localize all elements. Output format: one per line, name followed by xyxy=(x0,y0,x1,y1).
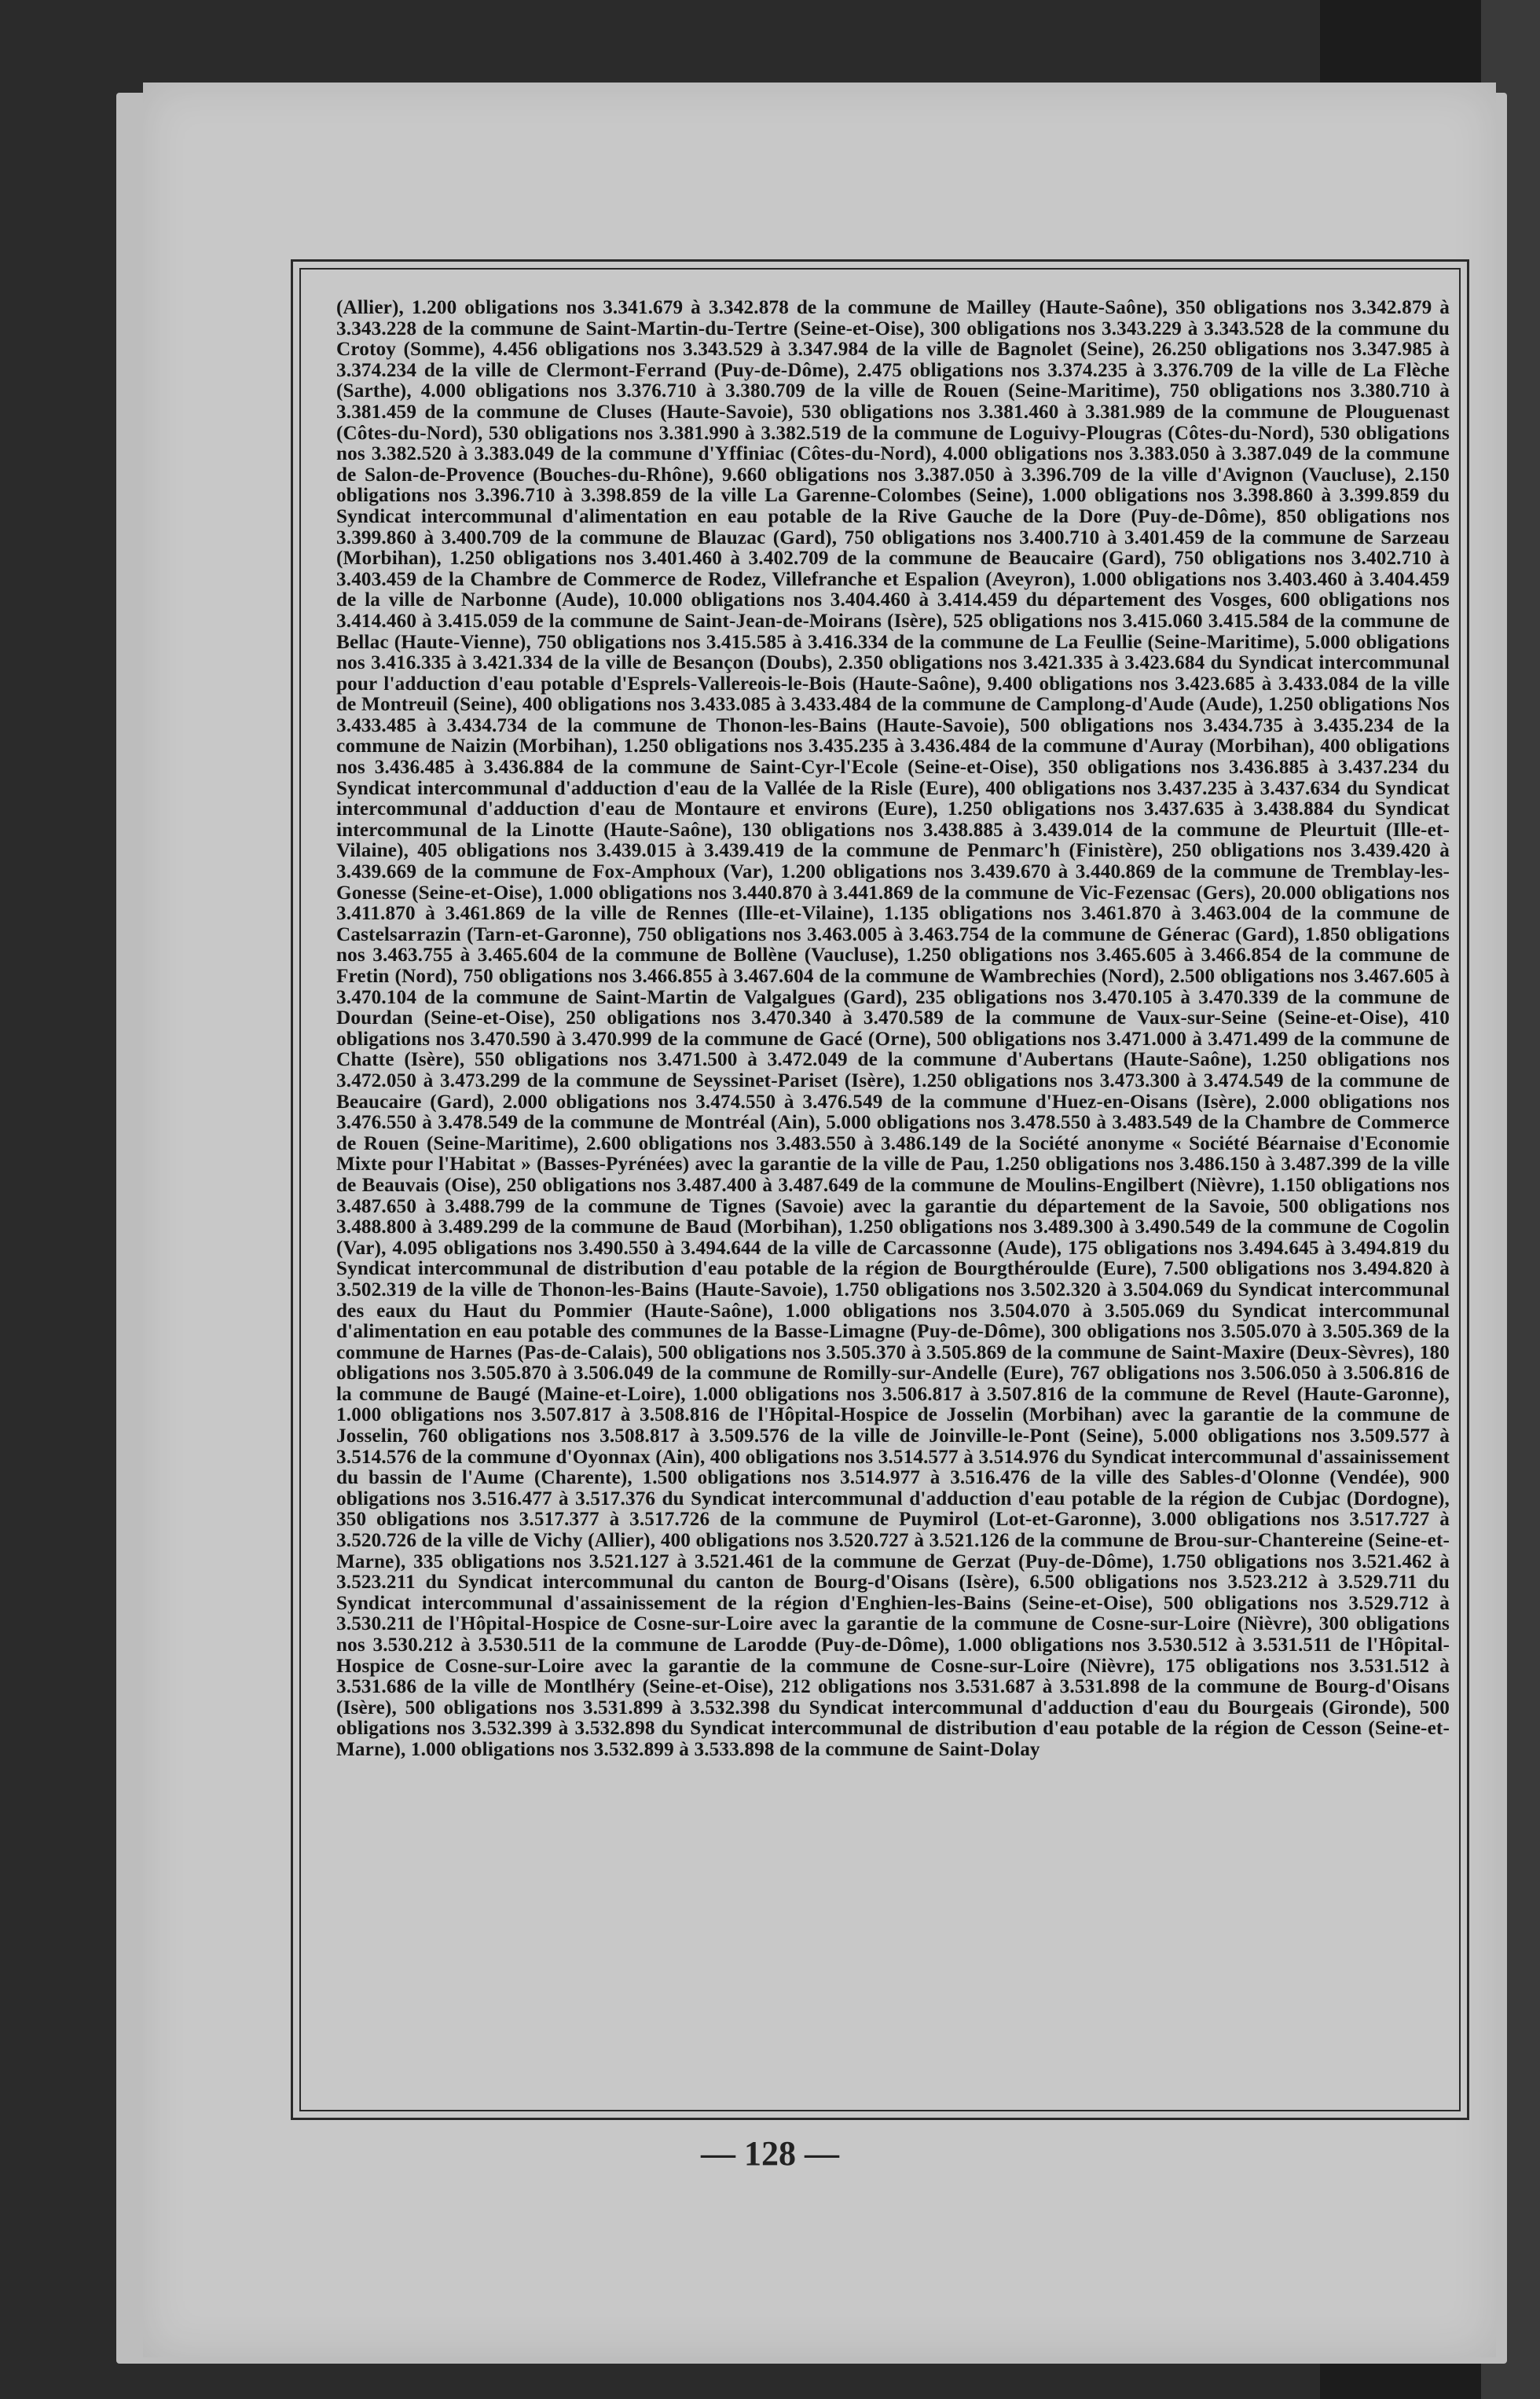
body-text: (Allier), 1.200 obligations nos 3.341.679 à 3.342.878 de la commune de Mailley (Haute-Saône), 350 obligations nos 3.342.879 à 3.343.228 de la commune de Saint-Martin-du-Tertre (Seine-et-Oise), 300 obligations nos 3.343.229 à 3.343.528 de la commune du Crotoy (Somme), 4.456 obligations nos 3.343.529 à 3.347.984 de la ville de Bagnolet (Seine), 26.250 obligations nos 3.347.985 à 3.374.234 de la ville de Clermont-Ferrand (Puy-de-Dôme), 2.475 obligations nos 3.374.235 à 3.376.709 de la ville de La Flèche (Sarthe), 4.000 obligations nos 3.376.710 à 3.380.709 de la ville de Rouen (Seine-Maritime), 750 obligations nos 3.380.710 à 3.381.459 de la commune de Cluses (Haute-Savoie), 530 obligations nos 3.381.460 à 3.381.989 de la commune de Plouguenast (Côtes-du-Nord), 530 obligations nos 3.381.990 à 3.382.519 de la commune de Loguivy-Plougras (Côtes-du-Nord), 530 obligations nos 3.382.520 à 3.383.049 de la commune d'Yffiniac (Côtes-du-Nord), 4.000 obligations nos 3.383.050 à 3.387.049 de la commune de Salon-de-Provence (Bouches-du-Rhône), 9.660 obligations nos 3.387.050 à 3.396.709 de la ville d'Avignon (Vaucluse), 2.150 obligations nos 3.396.710 à 3.398.859 de la ville La Garenne-Colombes (Seine), 1.000 obligations nos 3.398.860 à 3.399.859 du Syndicat intercommunal d'alimentation en eau potable de la Rive Gauche de la Dore (Puy-de-Dôme), 850 obligations nos 3.399.860 à 3.400.709 de la commune de Blauzac (Gard), 750 obligations nos 3.400.710 à 3.401.459 de la commune de Sarzeau (Morbihan), 1.250 obligations nos 3.401.460 à 3.402.709 de la commune de Beaucaire (Gard), 750 obligations nos 3.402.710 à 3.403.459 de la Chambre de Commerce de Rodez, Villefranche et Espalion (Aveyron), 1.000 obligations nos 3.403.460 à 3.404.459 de la ville de Narbonne (Aude), 10.000 obligations nos 3.404.460 à 3.414.459 du département des Vosges, 600 obligations nos 3.414.460 à 3.415.059 de la commune de Saint-Jean-de-Moirans (Isère), 525 obligations nos 3.415.060 3.415.584 de la commune de Bellac (Haute-Vienne), 750 obligations nos 3.415.585 à 3.416.334 de la commune de La Feullie (Seine-Maritime), 5.000 obligations nos 3.416.335 à 3.421.334 de la ville de Besançon (Doubs), 2.350 obligations nos 3.421.335 à 3.423.684 du Syndicat intercommunal pour l'adduction d'eau potable d'Esprels-Vallereois-le-Bois (Haute-Saône), 9.400 obligations nos 3.423.685 à 3.433.084 de la ville de Montreuil (Seine), 400 obligations nos 3.433.085 à 3.433.484 de la commune de Camplong-d'Aude (Aude), 1.250 obligations Nos 3.433.485 à 3.434.734 de la commune de Thonon-les-Bains (Haute-Savoie), 500 obligations nos 3.434.735 à 3.435.234 de la commune de Naizin (Morbihan), 1.250 obligations nos 3.435.235 à 3.436.484 de la commune d'Auray (Morbihan), 400 obligations nos 3.436.485 à 3.436.884 de la commune de Saint-Cyr-l'Ecole (Seine-et-Oise), 350 obligations nos 3.436.885 à 3.437.234 du Syndicat intercommunal d'adduction d'eau de la Vallée de la Risle (Eure), 400 obligations nos 3.437.235 à 3.437.634 du Syndicat intercommunal d'adduction d'eau de Montaure et environs (Eure), 1.250 obligations nos 3.437.635 à 3.438.884 du Syndicat intercommunal de la Linotte (Haute-Saône), 130 obligations nos 3.438.885 à 3.439.014 de la commune de Pleurtuit (Ille-et-Vilaine), 405 obligations nos 3.439.015 à 3.439.419 de la commune de Penmarc'h (Finistère), 250 obligations nos 3.439.420 à 3.439.669 de la commune de Fox-Amphoux (Var), 1.200 obligations nos 3.439.670 à 3.440.869 de la commune de Tremblay-les-Gonesse (Seine-et-Oise), 1.000 obligations nos 3.440.870 à 3.441.869 de la commune de Vic-Fezensac (Gers), 20.000 obligations nos 3.411.870 à 3.461.869 de la ville de Rennes (Ille-et-Vilaine), 1.135 obligations nos 3.461.870 à 3.463.004 de la commune de Castelsarrazin (Tarn-et-Garonne), 750 obligations nos 3.463.005 à 3.463.754 de la commune de Génerac (Gard), 1.850 obligations nos 3.463.755 à 3.465.604 de la commune de Bollène (Vaucluse), 1.250 obligations nos 3.465.605 à 3.466.854 de la commune de Fretin (Nord), 750 obligations nos 3.466.855 à 3.467.604 de la commune de Wambrechies (Nord), 2.500 obligations nos 3.467.605 à 3.470.104 de la commune de Saint-Martin de Valgalgues (Gard), 235 obligations nos 3.470.105 à 3.470.339 de la commune de Dourdan (Seine-et-Oise), 250 obligations nos 3.470.340 à 3.470.589 de la commune de Vaux-sur-Seine (Seine-et-Oise), 410 obligations nos 3.470.590 à 3.470.999 de la commune de Gacé (Orne), 500 obligations nos 3.471.000 à 3.471.499 de la commune de Chatte (Isère), 550 obligations nos 3.471.500 à 3.472.049 de la commune d'Aubertans (Haute-Saône), 1.250 obligations nos 3.472.050 à 3.473.299 de la commune de Seyssinet-Pariset (Isère), 1.250 obligations nos 3.473.300 à 3.474.549 de la commune de Beaucaire (Gard), 2.000 obligations nos 3.474.550 à 3.476.549 de la commune d'Huez-en-Oisans (Isère), 2.000 obligations nos 3.476.550 à 3.478.549 de la commune de Montréal (Ain), 5.000 obligations nos 3.478.550 à 3.483.549 de la Chambre de Commerce de Rouen (Seine-Maritime), 2.600 obligations nos 3.483.550 à 3.486.149 de la Société anonyme « Société Béarnaise d'Economie Mixte pour l'Habitat » (Basses-Pyrénées) avec la garantie de la ville de Pau, 1.250 obligations nos 3.486.150 à 3.487.399 de la ville de Beauvais (Oise), 250 obligations nos 3.487.400 à 3.487.649 de la commune de Moulins-Engilbert (Nièvre), 1.150 obligations nos 3.487.650 à 3.488.799 de la commune de Tignes (Savoie) avec la garantie du département de la Savoie, 500 obligations nos 3.488.800 à 3.489.299 de la commune de Baud (Morbihan), 1.250 obligations nos 3.489.300 à 3.490.549 de la commune de Cogolin (Var), 4.095 obligations nos 3.490.550 à 3.494.644 de la ville de Carcassonne (Aude), 175 obligations nos 3.494.645 à 3.494.819 du Syndicat intercommunal de distribution d'eau potable de la région de Bourgthéroulde (Eure), 7.500 obligations nos 3.494.820 à 3.502.319 de la ville de Thonon-les-Bains (Haute-Savoie), 1.750 obligations nos 3.502.320 à 3.504.069 du Syndicat intercommunal des eaux du Haut du Pommier (Haute-Saône), 1.000 obligations nos 3.504.070 à 3.505.069 du Syndicat intercommunal d'alimentation en eau potable des communes de la Basse-Limagne (Puy-de-Dôme), 300 obligations nos 3.505.070 à 3.505.369 de la commune de Harnes (Pas-de-Calais), 500 obligations nos 3.505.370 à 3.505.869 de la commune de Saint-Maxire (Deux-Sèvres), 180 obligations nos 3.505.870 à 3.506.049 de la commune de Romilly-sur-Andelle (Eure), 767 obligations nos 3.506.050 à 3.506.816 de la commune de Baugé (Maine-et-Loire), 1.000 obligations nos 3.506.817 à 3.507.816 de la commune de Revel (Haute-Garonne), 1.000 obligations nos 3.507.817 à 3.508.816 de l'Hôpital-Hospice de Josselin (Morbihan) avec la garantie de la commune de Josselin, 760 obligations nos 3.508.817 à 3.509.576 de la ville de Joinville-le-Pont (Seine), 5.000 obligations nos 3.509.577 à 3.514.576 de la commune d'Oyonnax (Ain), 400 obligations nos 3.514.577 à 3.514.976 du Syndicat intercommunal d'assainissement du bassin de l'Aume (Charente), 1.500 obligations nos 3.514.977 à 3.516.476 de la ville des Sables-d'Olonne (Vendée), 900 obligations nos 3.516.477 à 3.517.376 du Syndicat intercommunal d'adduction d'eau potable de la région de Cubjac (Dordogne), 350 obligations nos 3.517.377 à 3.517.726 de la commune de Puymirol (Lot-et-Garonne), 3.000 obligations nos 3.517.727 à 3.520.726 de la ville de Vichy (Allier), 400 obligations nos 3.520.727 à 3.521.126 de la commune de Brou-sur-Chantereine (Seine-et-Marne), 335 obligations nos 3.521.127 à 3.521.461 de la commune de Gerzat (Puy-de-Dôme), 1.750 obligations nos 3.521.462 à 3.523.211 du Syndicat intercommunal du canton de Bourg-d'Oisans (Isère), 6.500 obligations nos 3.523.212 à 3.529.711 du Syndicat intercommunal d'assainissement de la région d'Enghien-les-Bains (Seine-et-Oise), 500 obligations nos 3.529.712 à 3.530.211 de l'Hôpital-Hospice de Cosne-sur-Loire avec la garantie de la commune de Cosne-sur-Loire (Nièvre), 300 obligations nos 3.530.212 à 3.530.511 de la commune de Larodde (Puy-de-Dôme), 1.000 obligations nos 3.530.512 à 3.531.511 de l'Hôpital-Hospice de Cosne-sur-Loire avec la garantie de la commune de Cosne-sur-Loire (Nièvre), 175 obligations nos 3.531.512 à 3.531.686 de la ville de Montlhéry (Seine-et-Oise), 212 obligations nos 3.531.687 à 3.531.898 de la commune de Bourg-d'Oisans (Isère), 500 obligations nos 3.531.899 à 3.532.398 du Syndicat intercommunal d'adduction d'eau du Bourgeais (Gironde), 500 obligations nos 3.532.399 à 3.532.898 du Syndicat intercommunal de distribution d'eau potable de la région de Cesson (Seine-et-Marne), 1.000 obligations nos 3.532.899 à 3.533.898 de la commune de Saint-Dolay xyxy=(336,297,1450,1760)
page-number: — 128 — xyxy=(701,2134,839,2173)
text-frame xyxy=(291,259,1469,2120)
